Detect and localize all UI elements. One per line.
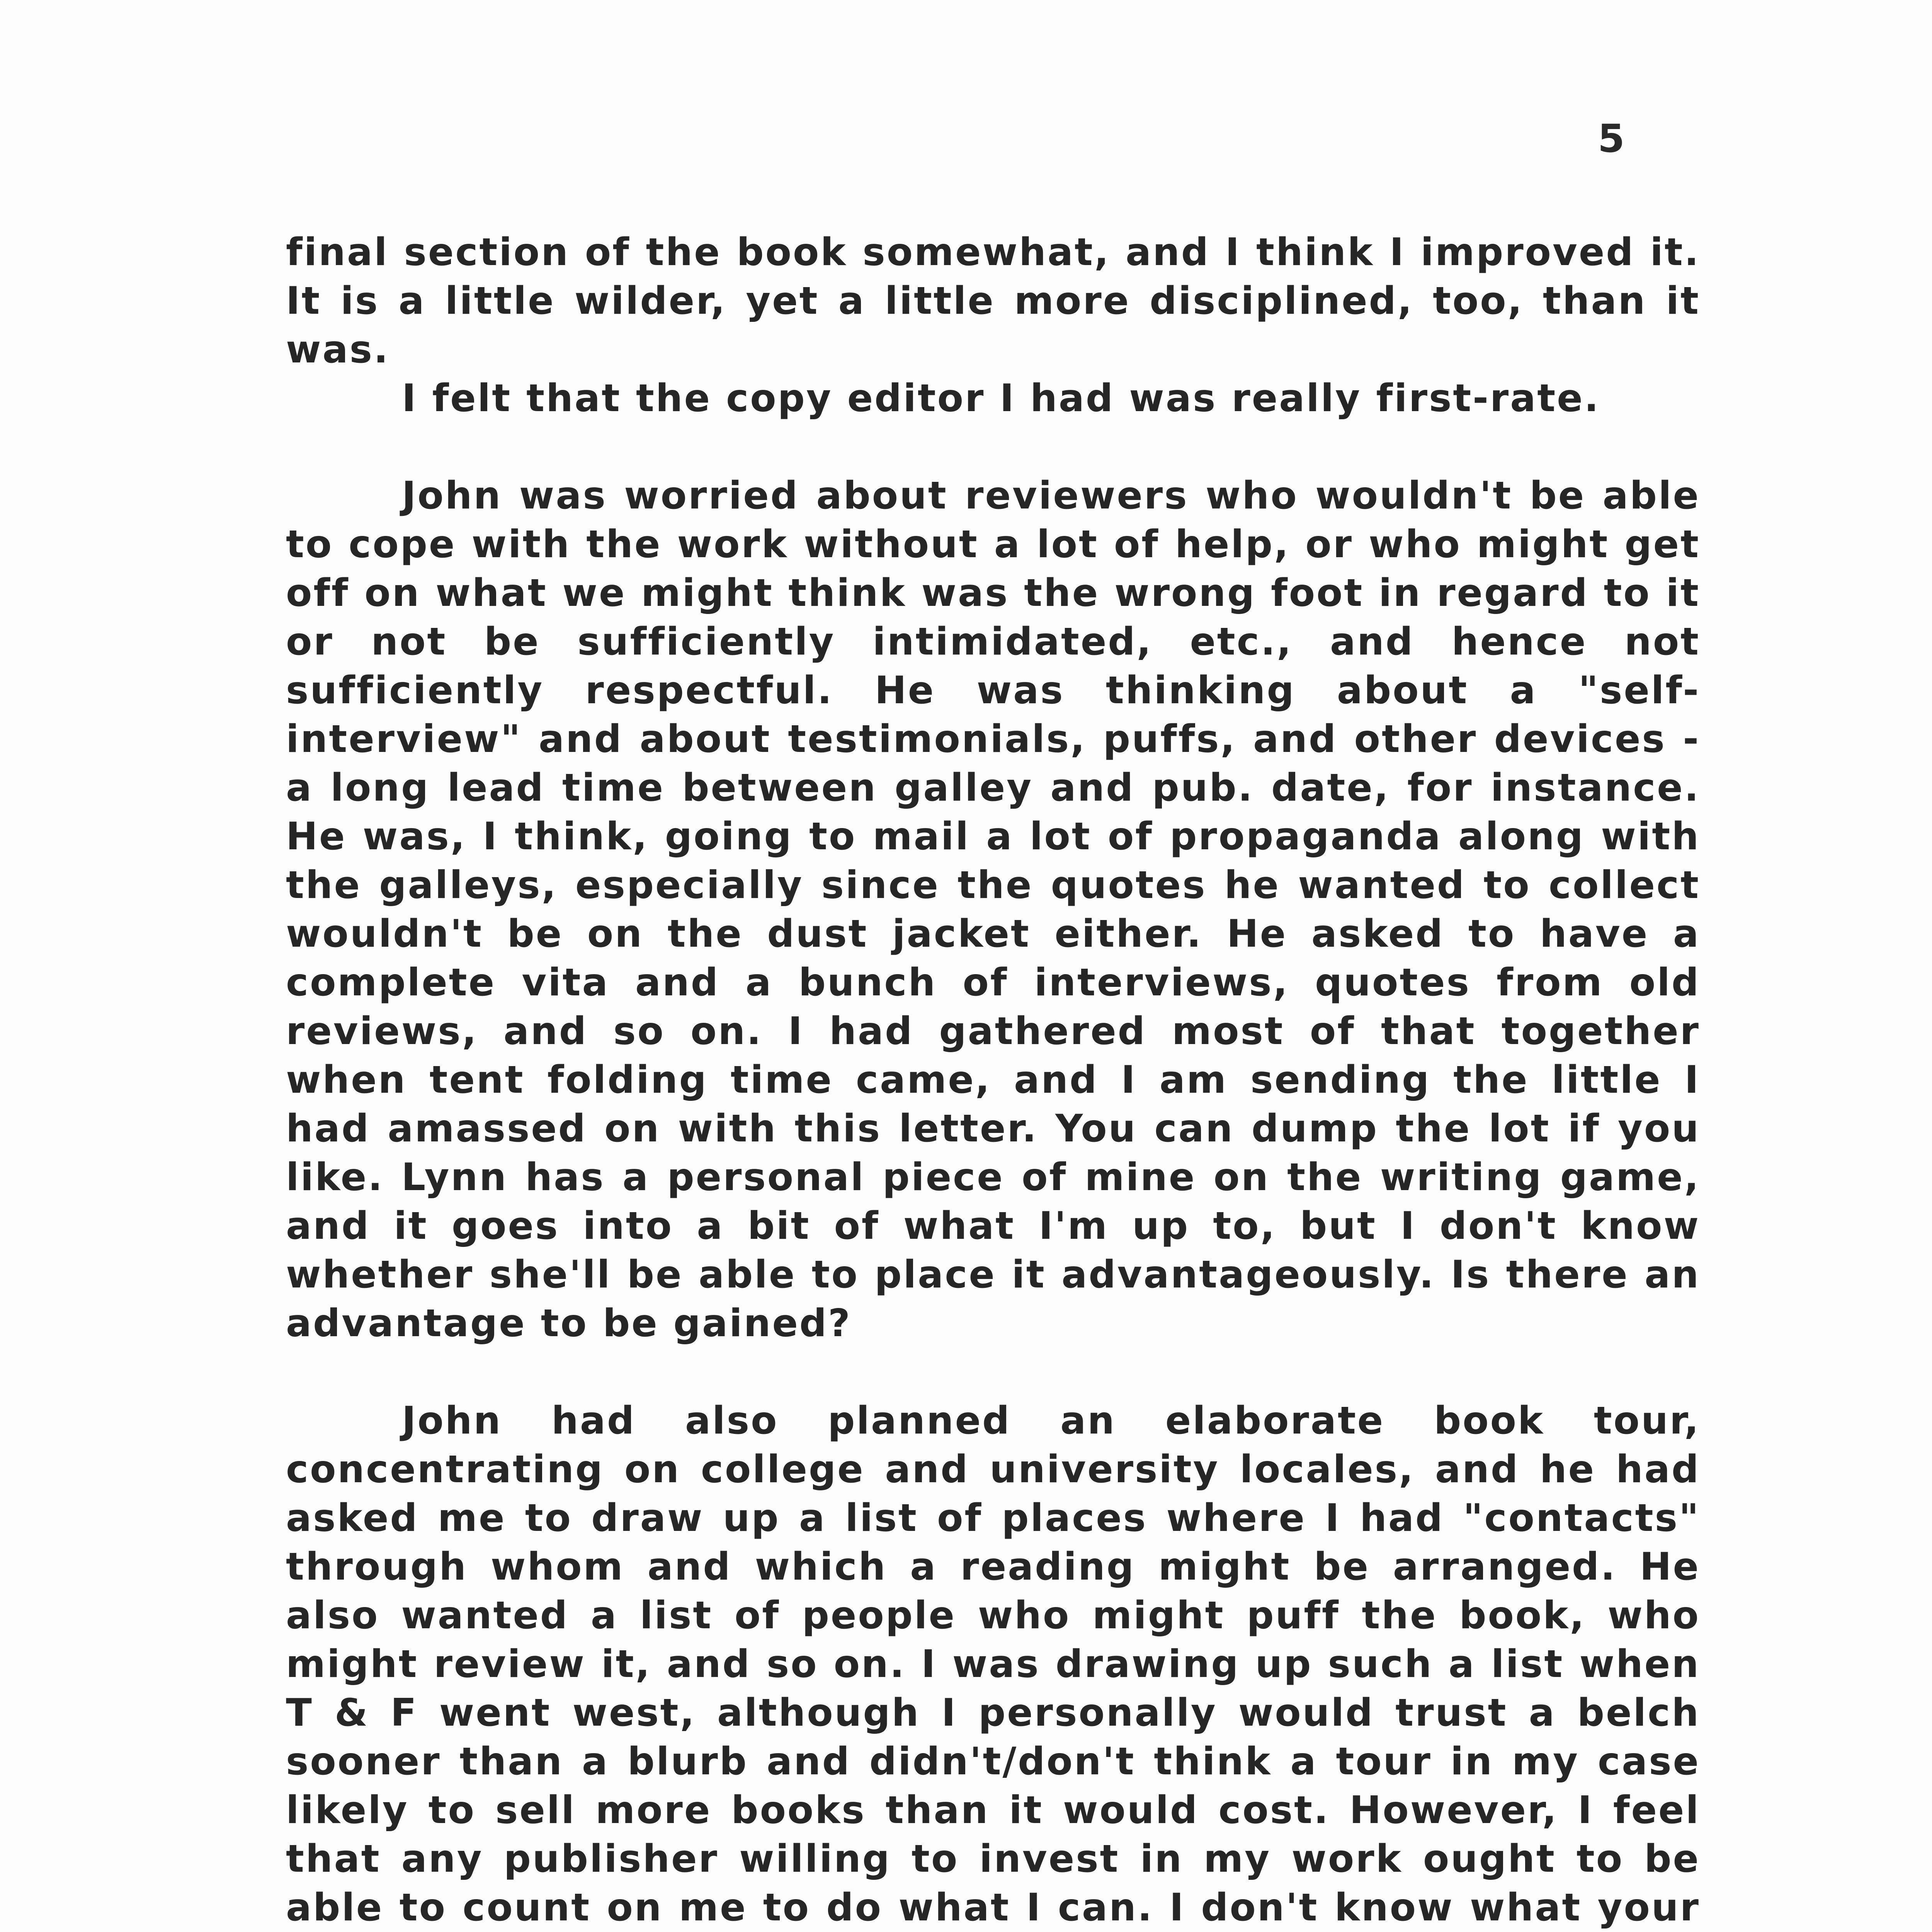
paragraph-book-tour: John had also planned an elaborate book tour, concentrating on college and university locales, and he had asked me to draw up a list of places where I had "contacts" through whom and which a reading might be arranged. He also wanted a list of people who might puff the book, who might review it, and so on. I was drawing up such a list when T & F went west, although I personally would trust a belch sooner than a blurb and didn't/don't think a tour in my case likely to sell more books than it would cost. However, I feel that any publisher willing to invest in my work ought to be able to count on me to do what I can. I don't know what your (286, 1399, 1700, 1930)
paragraph-reviewers: John was worried about reviewers who wouldn't be able to cope with the work without a lot of help, or who might get off on what we might think was the wrong foot in regard to it or not be sufficiently intimidated, etc., and hence not sufficiently respectful. He was thinking about a "self-interview" and about testimonials, puffs, and other devices - a long lead time between galley and pub. date, for instance. He was, I think, going to mail a lot of propaganda along with the galleys, especially since the quotes he wanted to collect wouldn't be on the dust jacket either. He asked to have a complete vita and a bunch of interviews, quotes from old reviews, and so on. I had gathered most of that together when tent folding time came, and I am sending the little I had amassed on with this letter. You can dump the lot if you like. Lynn has a personal piece of mine on the writing game, and it goes into a bit of what I'm up to, but I don't know whether she'll be able to place it advantageously. Is there an advantage to be gained? (286, 474, 1700, 1345)
paragraph-revision-note: final section of the book somewhat, and I think I improved it. It is a little wilder, yet a little more disciplined, too, than it was. (286, 230, 1700, 372)
letter-body (286, 228, 1700, 1932)
page-number: 5 (1598, 116, 1625, 161)
paragraph-copy-editor: I felt that the copy editor I had was really first-rate. (402, 376, 1600, 420)
